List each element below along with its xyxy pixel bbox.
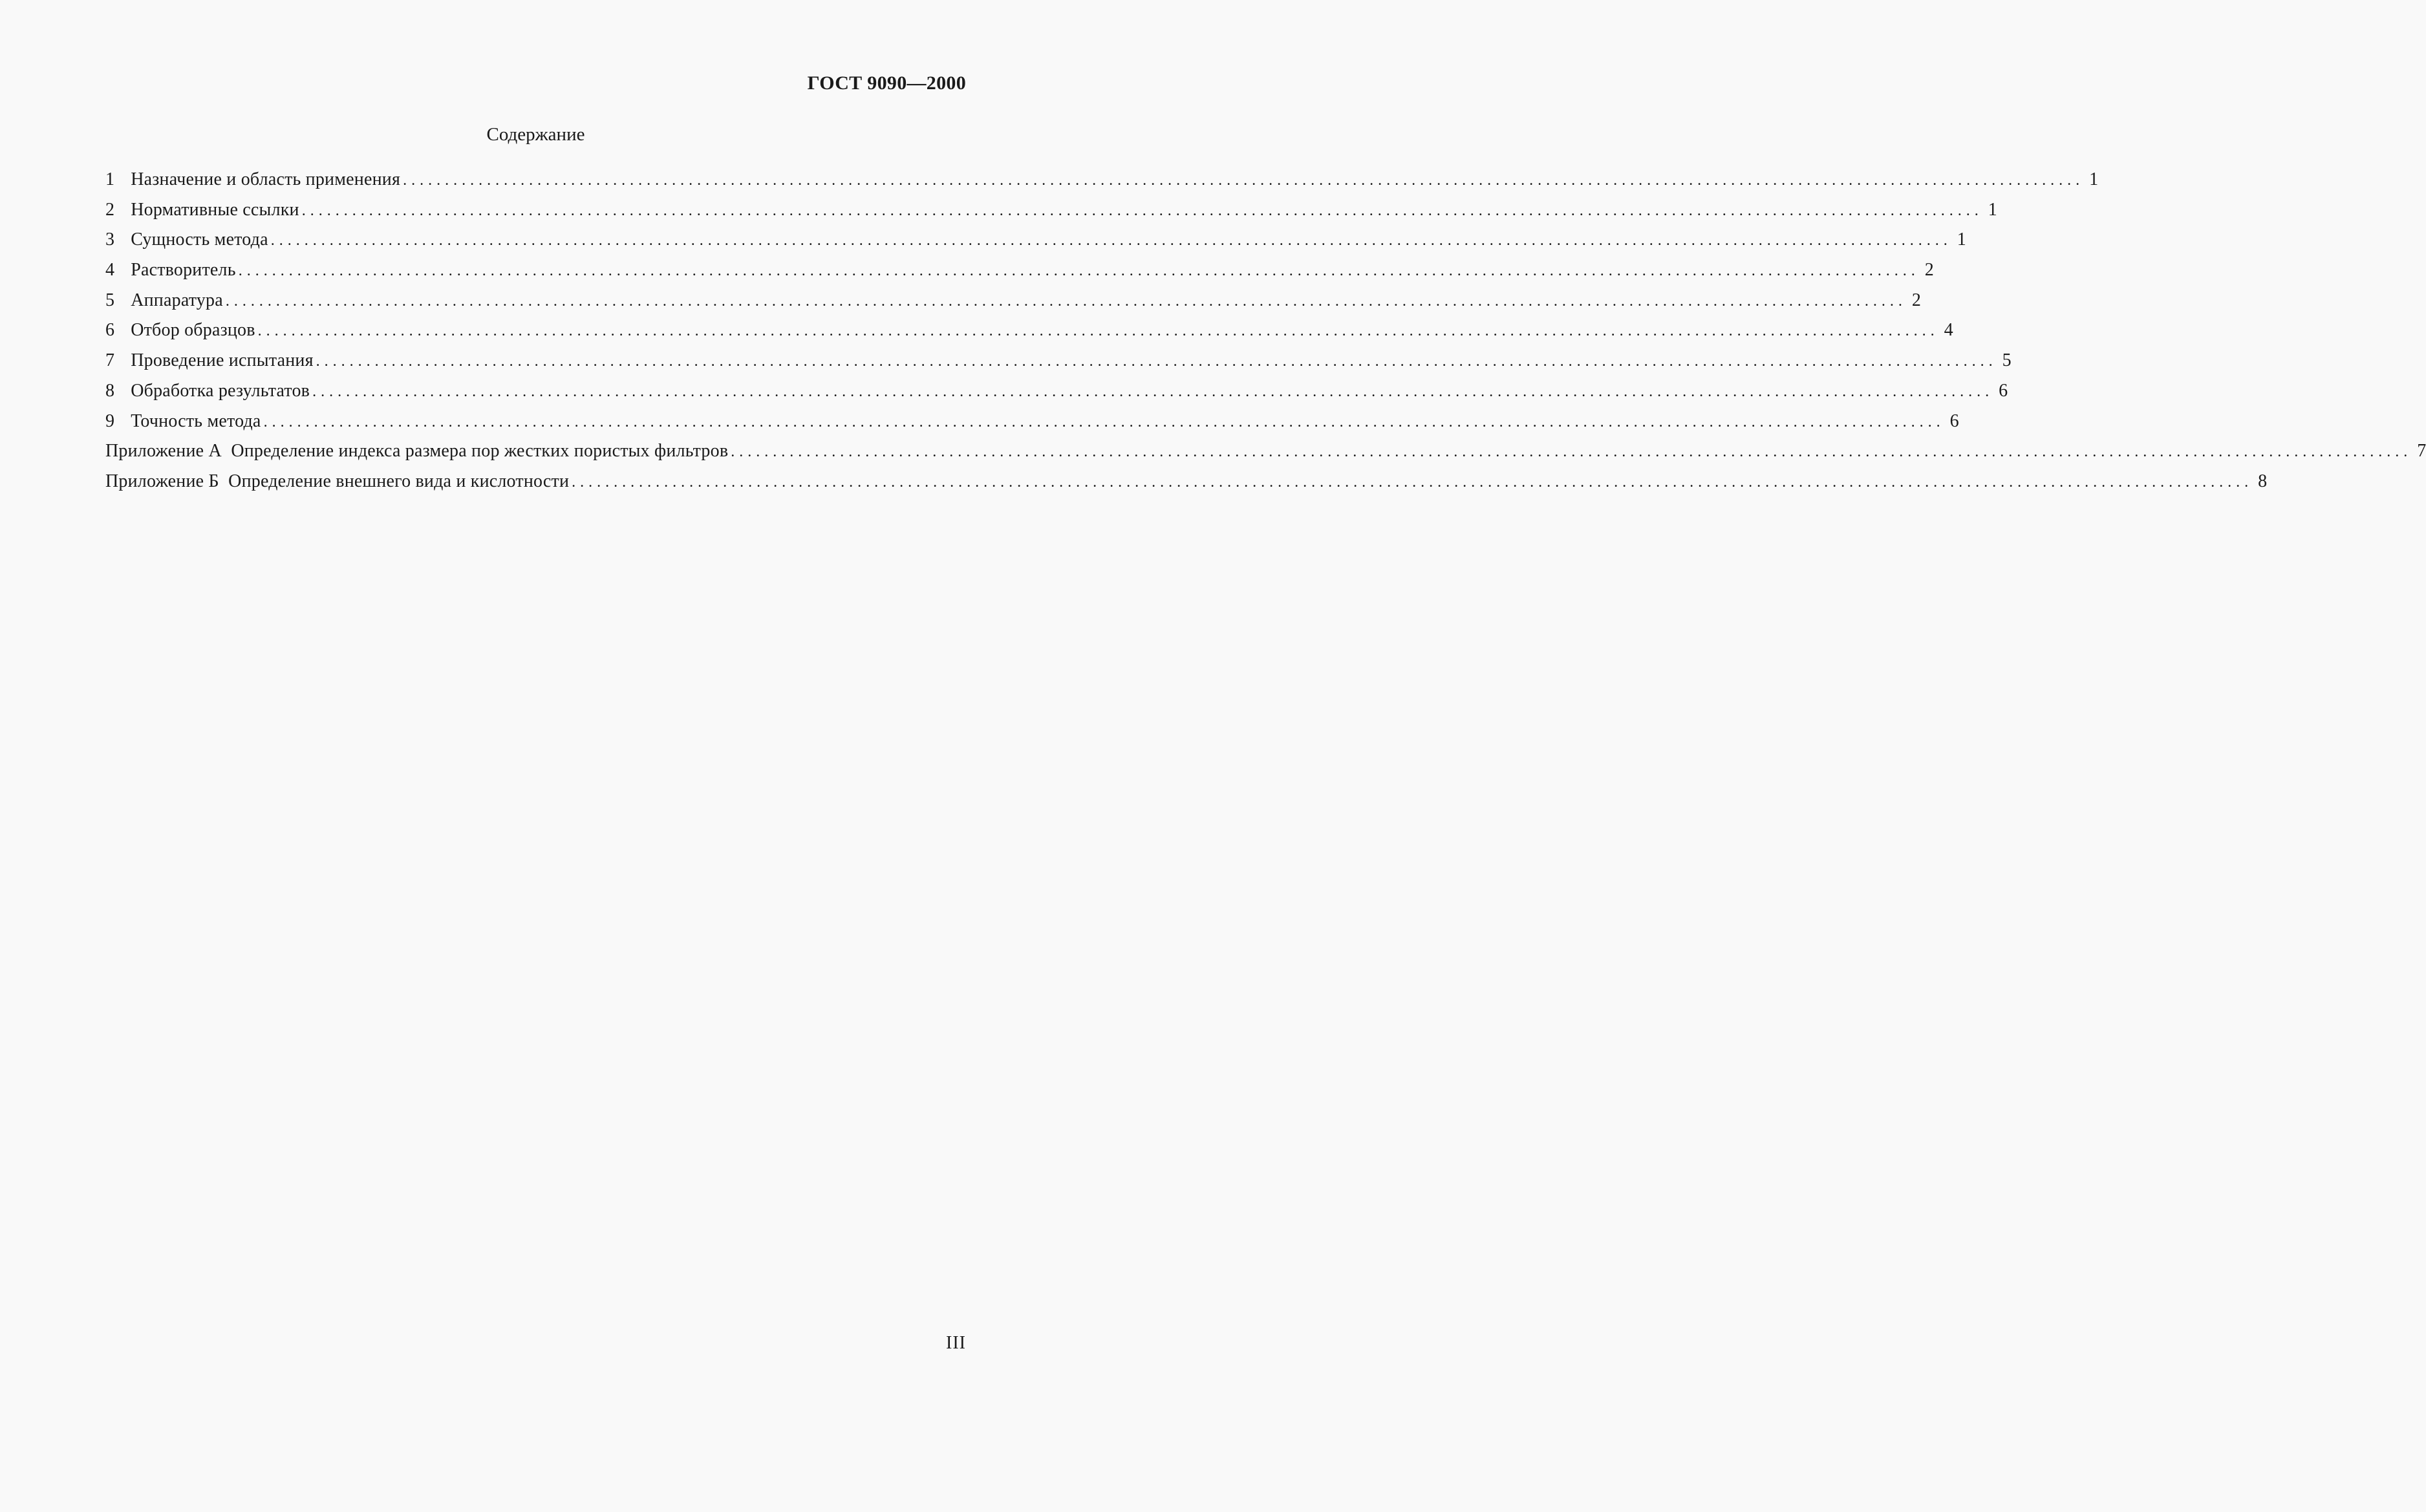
dot-leader: ........................................................................................................................................................................................................ — [238, 262, 1920, 280]
toc-entry-title: Определение индекса размера пор жестких пористых фильтров — [231, 441, 729, 462]
toc-title — [0, 124, 1069, 145]
dot-leader: ........................................................................................................................................................................................................ — [316, 353, 1997, 370]
toc-entry-label — [105, 225, 271, 255]
toc-entry-7[interactable] — [105, 346, 2012, 376]
toc-entry-title: Назначение и область применения — [131, 169, 401, 189]
toc-entry-page: 1 — [1957, 229, 1966, 250]
toc-entry-number: 2 — [105, 199, 115, 220]
toc-entry-title: Растворитель — [131, 260, 236, 281]
toc-entry-label — [105, 376, 312, 406]
toc-entry-page: 6 — [1999, 380, 2008, 401]
toc-entry-number: 4 — [105, 260, 115, 281]
toc-entry-number: 6 — [105, 320, 115, 341]
toc-entry-label — [105, 165, 403, 195]
toc-entry-number: 9 — [105, 410, 115, 431]
toc-entry-2[interactable] — [105, 195, 1997, 226]
table-of-contents — [105, 165, 2426, 497]
toc-entry-page: 6 — [1949, 410, 1959, 431]
dot-leader: ........................................................................................................................................................................................................ — [301, 202, 1983, 219]
page-number: III — [946, 1333, 966, 1353]
dot-leader: ........................................................................................................................................................................................................ — [225, 292, 1907, 310]
toc-entry-title: Нормативные ссылки — [131, 199, 299, 220]
toc-entry-title: Точность метода — [131, 410, 261, 431]
toc-entry-page: 5 — [2002, 350, 2012, 371]
toc-entry-page: 7 — [2417, 441, 2426, 462]
toc-entry-title: Аппаратура — [131, 290, 223, 310]
toc-entry-label — [105, 407, 264, 436]
toc-entry-title: Сущность метода — [131, 229, 268, 250]
toc-entry-8[interactable] — [105, 376, 2008, 407]
dot-leader: ........................................................................................................................................................................................................ — [572, 473, 2253, 491]
toc-entry-page: 2 — [1924, 260, 1934, 281]
dot-leader: ........................................................................................................................................................................................................ — [270, 232, 1952, 250]
toc-entry-label — [105, 195, 302, 225]
toc-entry-number: 3 — [105, 229, 115, 250]
toc-entry-number: Приложение А — [105, 441, 222, 462]
toc-entry-5[interactable] — [105, 286, 1921, 316]
toc-entry-appendix-b[interactable] — [105, 467, 2268, 497]
toc-entry-title: Определение внешнего вида и кислотности — [228, 471, 570, 491]
toc-entry-number: 7 — [105, 350, 115, 371]
toc-entry-number: 1 — [105, 169, 115, 189]
toc-entry-title: Проведение испытания — [131, 350, 314, 371]
dot-leader: ........................................................................................................................................................................................................ — [403, 172, 2085, 189]
toc-entry-label — [105, 315, 258, 345]
toc-entry-9[interactable] — [105, 407, 1959, 437]
toc-entry-page: 2 — [1911, 290, 1921, 310]
dot-leader: ........................................................................................................................................................................................................ — [731, 443, 2412, 461]
dot-leader: ........................................................................................................................................................................................................ — [263, 413, 1945, 431]
toc-entry-page: 4 — [1944, 320, 1953, 341]
toc-entry-label — [105, 286, 226, 315]
toc-entry-number: Приложение Б — [105, 471, 219, 491]
toc-entry-6[interactable] — [105, 315, 1953, 346]
toc-entry-appendix-a[interactable] — [105, 436, 2426, 467]
toc-entry-label — [105, 467, 572, 496]
toc-entry-label — [105, 436, 731, 466]
toc-entry-label — [105, 346, 316, 376]
toc-entry-page: 8 — [2258, 471, 2268, 491]
toc-entry-title: Отбор образцов — [131, 320, 255, 341]
dot-leader: ........................................................................................................................................................................................................ — [312, 383, 1994, 400]
toc-entry-1[interactable] — [105, 165, 2099, 195]
toc-entry-number: 5 — [105, 290, 115, 310]
toc-entry-title: Обработка результатов — [131, 380, 310, 401]
dot-leader: ........................................................................................................................................................................................................ — [257, 323, 1939, 340]
toc-title-text: Содержание — [486, 124, 585, 145]
toc-entry-number: 8 — [105, 380, 115, 401]
toc-entry-3[interactable] — [105, 225, 1966, 255]
document-code: ГОСТ 9090—2000 — [807, 72, 966, 94]
toc-entry-label — [105, 255, 239, 285]
toc-entry-page: 1 — [2089, 169, 2099, 189]
toc-entry-4[interactable] — [105, 255, 1934, 286]
toc-entry-page: 1 — [1988, 199, 1997, 220]
